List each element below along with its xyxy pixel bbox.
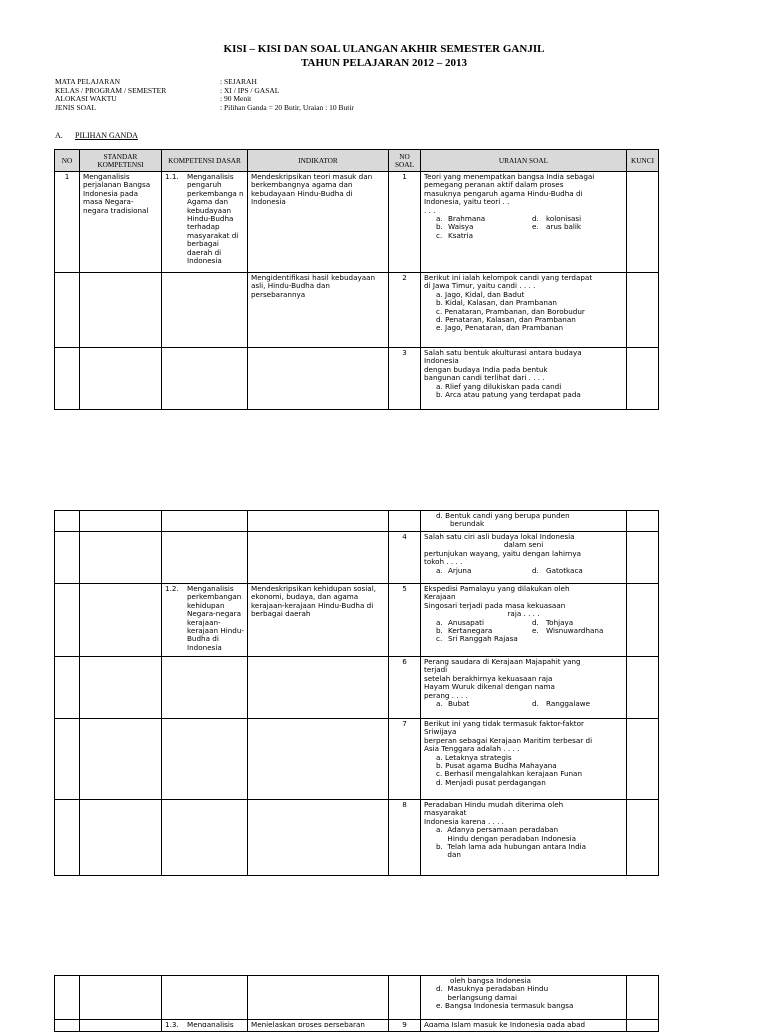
kunci-cell — [627, 172, 659, 273]
answer-option: dan — [436, 850, 461, 860]
question-stem-line: Sriwijaya — [424, 727, 457, 737]
question-stem-line: Kerajaan — [424, 592, 456, 602]
meta-value: : SEJARAH — [220, 77, 257, 86]
answer-option: c. Penataran, Prambanan, dan Borobudur — [436, 306, 585, 316]
answer-option: berlangsung damai — [436, 992, 517, 1002]
question-stem-line: Peradaban Hindu mudah diterima oleh — [424, 801, 564, 809]
table-row — [55, 1020, 659, 1032]
indikator-text: Mengidentifikasi hasil kebudayaan asli, Hindu-Budha dan persebarannya — [251, 274, 376, 299]
question-stem-line: dengan budaya India pada bentuk — [424, 364, 548, 374]
question-stem-line: Agama Islam masuk ke Indonesia pada abad — [424, 1021, 586, 1027]
indikator-text: Mendeskripsikan teori masuk dan berkembangnya agama dan kebudayaan Hindu-Budha di Indonesia — [251, 173, 373, 207]
answer-option: d. Penataran, Kalasan, dan Prambanan — [436, 315, 576, 325]
kd-number: 1.2. — [165, 585, 179, 593]
answer-option: a. Jago, Kidal, dan Badut — [436, 289, 525, 299]
answer-option-row: b. Waisya e. arus balik — [436, 222, 582, 232]
question-cell — [421, 348, 627, 410]
question-cell — [421, 172, 627, 273]
question-number: 4 — [389, 532, 421, 584]
kompetensi-dasar-cell — [162, 584, 248, 657]
section-heading — [55, 131, 138, 140]
question-number: 8 — [389, 800, 421, 876]
table-row — [55, 719, 659, 800]
col-header-kunci: KUNCI — [627, 150, 659, 172]
question-stem-line: berperan sebagai Kerajaan Maritim terbesar di — [424, 735, 593, 745]
kd-number: 1.1. — [165, 173, 179, 181]
question-table-page-1 — [54, 149, 659, 410]
document-subtitle: TAHUN PELAJARAN 2012 – 2013 — [300, 57, 468, 69]
kompetensi-dasar-cell — [162, 172, 248, 273]
table-row — [55, 348, 659, 410]
question-stem-line: masuknya pengaruh agama Hindu-Budha di — [424, 188, 583, 198]
section-title: PILIHAN GANDA — [75, 131, 138, 140]
answer-option: b. Arca atau patung yang terdapat pada — [436, 390, 581, 400]
kd-text: Menganalisis — [187, 1021, 234, 1027]
question-stem-line: Asia Tenggara adalah . . . . — [424, 744, 520, 754]
answer-option-row: a. Brahmana d. kolonisasi — [436, 214, 582, 224]
section-letter: A. — [55, 131, 63, 140]
question-stem-line: bangunan candi terlihat dari . . . . — [424, 373, 545, 383]
col-header-no: NO — [55, 150, 80, 172]
kd-number: 1.3. — [165, 1021, 179, 1027]
question-stem-line: pemegang peranan aktif dalam proses — [424, 180, 564, 190]
question-stem-line: tokoh . . . . — [424, 557, 463, 567]
table-row — [55, 657, 659, 719]
question-stem-line: Salah satu bentuk akulturasi antara budaya — [424, 349, 582, 357]
kunci-cell — [627, 800, 659, 876]
question-stem-line: setelah berakhirnya kekuasaan raja — [424, 673, 553, 683]
question-cell — [421, 532, 627, 584]
question-cell — [421, 800, 627, 876]
answer-option: e. Bangsa Indonesia termasuk bangsa — [436, 1001, 574, 1011]
question-number: 2 — [389, 273, 421, 348]
answer-option-row: b. Kertanegara e. Wisnuwardhana — [436, 626, 604, 636]
question-cell — [421, 584, 627, 657]
indikator-text: Mendeskripsikan kehidupan sosial, ekonomi, budaya, dan agama kerajaan-kerajaan Hindu-Budha di berbagai daerah — [251, 585, 376, 619]
meta-value: : 90 Menit — [220, 94, 252, 104]
table-row — [55, 584, 659, 657]
answer-option: a. Adanya persamaan peradaban — [436, 825, 559, 835]
question-cell — [421, 976, 627, 1020]
question-stem-line: perang . . . . — [424, 690, 468, 700]
kompetensi-dasar-cell — [162, 1020, 248, 1032]
question-number: 6 — [389, 657, 421, 719]
indikator-cell — [248, 1020, 389, 1032]
question-stem-line: Berikut ini yang tidak termasuk faktor-faktor — [424, 720, 584, 728]
answer-option-row: a. Arjuna d. Gatotkaca — [436, 565, 583, 575]
table-row — [55, 511, 659, 532]
answer-option: d. Bentuk candi yang berupa punden — [436, 512, 570, 520]
question-stem-line: masyarakat — [424, 808, 467, 818]
question-table-page-3 — [54, 975, 659, 1032]
answer-option: e. Jago, Penataran, dan Prambanan — [436, 323, 564, 333]
question-stem-line: Indonesia — [424, 356, 459, 366]
kd-text: Menganalisis pengaruh perkembanga n Agama dan kebudayaan Hindu-Budha terhadap masyarakat di berbagai daerah di Indonesia — [187, 173, 244, 266]
col-header-no-soal: NO SOAL — [389, 150, 421, 172]
kunci-cell — [627, 584, 659, 657]
col-header-standar-kompetensi: STANDAR KOMPETENSI — [80, 150, 162, 172]
question-stem-line: pertunjukan wayang, yaitu dengan lahirnya — [424, 548, 581, 558]
kunci-cell — [627, 976, 659, 1020]
indikator-cell — [248, 172, 389, 273]
kunci-cell — [627, 511, 659, 532]
kunci-cell — [627, 532, 659, 584]
answer-option: c. Berhasil mengalahkan kerajaan Funan — [436, 769, 583, 779]
kunci-cell — [627, 719, 659, 800]
answer-option: b. Kidal, Kalasan, dan Prambanan — [436, 298, 557, 308]
indikator-text: Menjelaskan proses persebaran — [251, 1021, 365, 1027]
kunci-cell — [627, 657, 659, 719]
answer-option: oleh bangsa Indonesia — [450, 977, 531, 985]
answer-option: d. Masuknya peradaban Hindu — [436, 984, 549, 994]
answer-option: Hindu dengan peradaban Indonesia — [436, 833, 577, 843]
col-header-uraian-soal: URAIAN SOAL — [421, 150, 627, 172]
answer-option: a. Rlief yang dilukiskan pada candi — [436, 381, 562, 391]
meta-label: ALOKASI WAKTU — [55, 94, 117, 104]
question-stem-line: Teori yang menempatkan bangsa India sebagai — [424, 173, 595, 181]
meta-label: KELAS / PROGRAM / SEMESTER — [55, 85, 167, 95]
question-cell — [421, 511, 627, 532]
meta-value: : Pilihan Ganda = 20 Butir, Uraian : 10 Butir — [220, 103, 354, 113]
question-stem-line: terjadi — [424, 665, 448, 675]
answer-option: d. Menjadi pusat perdagangan — [436, 777, 546, 787]
answer-option: b. Telah lama ada hubungan antara India — [436, 842, 587, 852]
answer-option-row: c. Sri Ranggah Rajasa — [436, 634, 518, 644]
question-stem-line: di Jawa Timur, yaitu candi . . . . — [424, 281, 536, 291]
standar-kompetensi-text: Menganalisis perjalanan Bangsa Indonesia pada masa Negara-negara tradisional — [83, 173, 151, 215]
meta-block — [55, 78, 354, 113]
indikator-cell — [248, 273, 389, 348]
question-stem-line: Perang saudara di Kerajaan Majapahit yang — [424, 658, 581, 666]
meta-label: MATA PELAJARAN — [55, 77, 121, 86]
question-number: 1 — [389, 172, 421, 273]
answer-option: b. Pusat agama Budha Mahayana — [436, 761, 557, 771]
answer-option: berundak — [450, 519, 485, 529]
col-header-kompetensi-dasar: KOMPETENSI DASAR — [162, 150, 248, 172]
table-row — [55, 976, 659, 1020]
question-cell — [421, 657, 627, 719]
answer-option: a. Letaknya strategis — [436, 752, 512, 762]
meta-value: : XI / IPS / GASAL — [220, 85, 280, 95]
kunci-cell — [627, 348, 659, 410]
question-stem-line: Indonesia karena . . . . — [424, 816, 504, 826]
document-title: KISI – KISI DAN SOAL ULANGAN AKHIR SEMESTER GANJIL — [223, 43, 545, 55]
question-stem-line: . . . — [424, 205, 436, 215]
kunci-cell — [627, 1020, 659, 1032]
question-number: 5 — [389, 584, 421, 657]
question-stem-line: Singosari terjadi pada masa kekuasaan — [424, 600, 566, 610]
kunci-cell — [627, 273, 659, 348]
answer-option-row: a. Bubat d. Ranggalawe — [436, 699, 591, 709]
col-header-indikator: INDIKATOR — [248, 150, 389, 172]
question-stem-line: dalam seni — [503, 540, 544, 550]
answer-option-row: a. Anusapati d. Tohjaya — [436, 617, 574, 627]
question-number: 9 — [389, 1020, 421, 1032]
question-number: 3 — [389, 348, 421, 410]
question-table-page-2 — [54, 510, 659, 876]
table-row — [55, 172, 659, 273]
standar-kompetensi-cell — [80, 172, 162, 273]
question-stem-line: Indonesia, yaitu teori . . — [424, 197, 510, 207]
answer-option-row: c. Ksatria — [436, 230, 474, 240]
table-row — [55, 800, 659, 876]
question-stem-line: Hayam Wuruk dikenal dengan nama — [424, 682, 555, 692]
table-row — [55, 532, 659, 584]
row-number: 1 — [55, 172, 80, 273]
question-stem-line: Salah satu ciri asli budaya lokal Indonesia — [424, 533, 575, 541]
question-stem-line: Ekspedisi Pamalayu yang dilakukan oleh — [424, 585, 570, 593]
question-stem-line: Berikut ini ialah kelompok candi yang terdapat — [424, 274, 593, 282]
meta-label: JENIS SOAL — [55, 103, 97, 113]
question-cell — [421, 719, 627, 800]
question-stem-line: raja . . . . — [507, 609, 540, 619]
question-cell — [421, 273, 627, 348]
table-row — [55, 273, 659, 348]
question-number: 7 — [389, 719, 421, 800]
kd-text: Menganalisis perkembangan kehidupan Negara-negara kerajaan-kerajaan Hindu-Budha di Indonesia — [187, 585, 244, 652]
indikator-cell — [248, 584, 389, 657]
question-cell — [421, 1020, 627, 1032]
